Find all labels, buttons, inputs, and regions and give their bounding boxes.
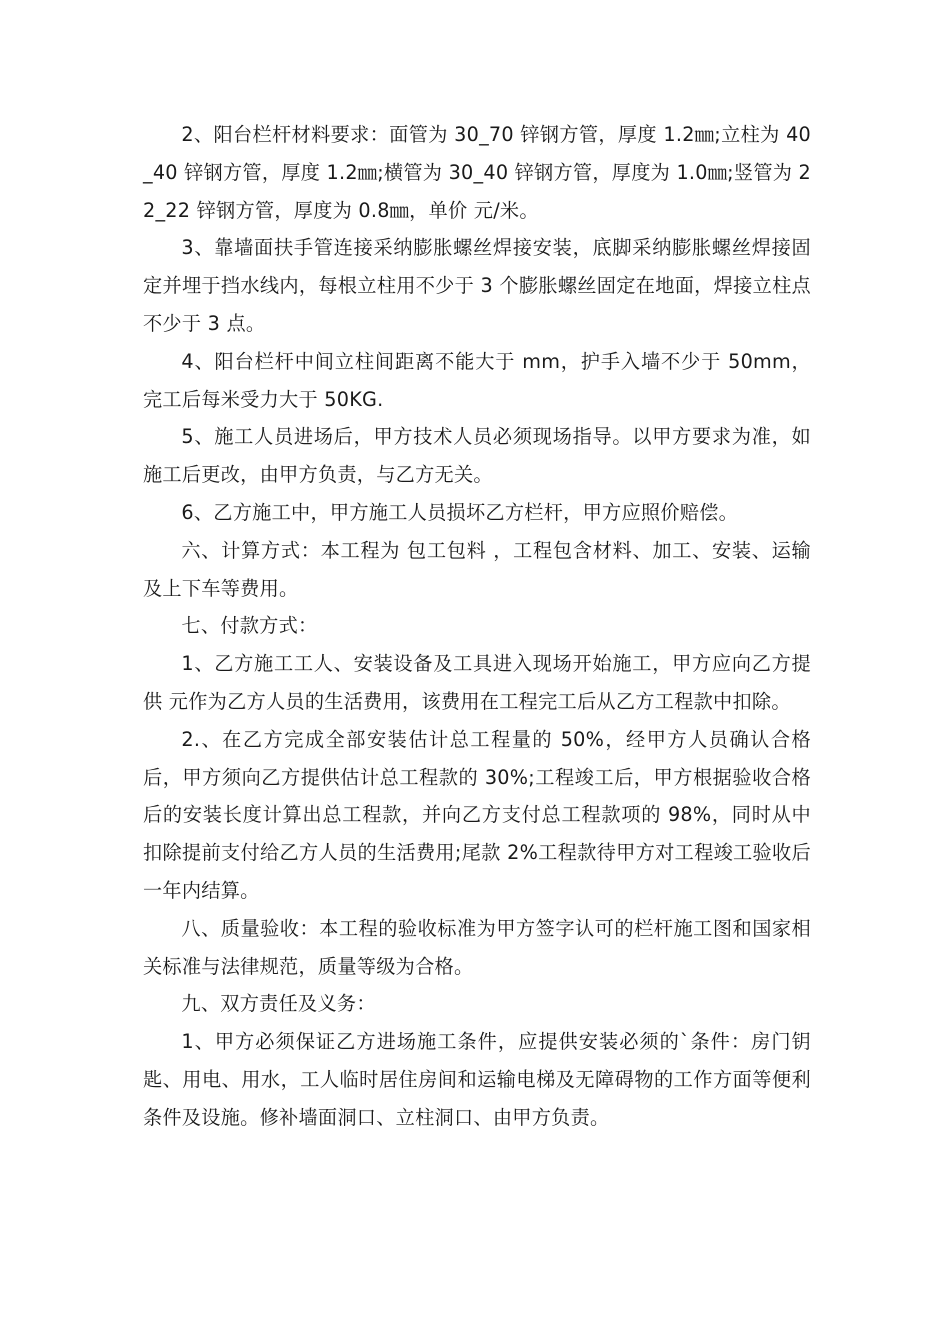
paragraph-living-expenses: 1、乙方施工工人、安装设备及工具进入现场开始施工，甲方应向乙方提供 元作为乙方人员的生活费用，该费用在工程完工后从乙方工程款中扣除。: [143, 652, 811, 713]
paragraph-construction-guidance: 5、施工人员进场后，甲方技术人员必须现场指导。以甲方要求为准，如施工后更改，由甲方负责，与乙方无关。: [143, 425, 811, 487]
paragraph-payment-schedule: 2.、在乙方完成全部安装估计总工程量的 50%，经甲方人员确认合格后，甲方须向乙方提供估计总工程款的 30%;工程竣工后，甲方根据验收合格后的安装长度计算出总工程款，并向乙方支付总工程款项的 98%，同时从中扣除提前支付给乙方人员的生活费用;尾款 2%工程款待甲方对工程竣工验收后一年内结算。: [143, 727, 811, 902]
heading-payment-method: 七、付款方式：: [181, 614, 318, 638]
heading-responsibilities: 九、双方责任及义务：: [181, 992, 376, 1016]
paragraph-party-a-obligations: 1、甲方必须保证乙方进场施工条件，应提供安装必须的`条件：房门钥匙、用电、用水，工人临时居住房间和运输电梯及无障碍物的工作方面等便利条件及设施。修补墙面洞口、立柱洞口、由甲方负责。: [143, 1030, 811, 1129]
paragraph-quality-acceptance: 八、质量验收：本工程的验收标准为甲方签字认可的栏杆施工图和国家相关标准与法律规范，质量等级为合格。: [143, 916, 811, 978]
paragraph-post-spacing: 4、阳台栏杆中间立柱间距离不能大于 mm，护手入墙不少于 50mm，完工后每米受力大于 50KG.: [143, 349, 811, 411]
paragraph-damage-compensation: 6、乙方施工中，甲方施工人员损坏乙方栏杆，甲方应照价赔偿。: [181, 500, 739, 524]
paragraph-handrail-install: 3、靠墙面扶手管连接采纳膨胀螺丝焊接安装，底脚采纳膨胀螺丝焊接固定并埋于挡水线内，每根立柱用不少于 3 个膨胀螺丝固定在地面，焊接立柱点不少于 3 点。: [143, 236, 811, 335]
paragraph-railing-material: 2、阳台栏杆材料要求：面管为 30_70 锌钢方管，厚度 1.2㎜;立柱为 40_40 锌钢方管，厚度 1.2㎜;横管为 30_40 锌钢方管，厚度为 1.0㎜;竖管为 22_22 锌钢方管，厚度为 0.8㎜，单价 元/米。: [143, 123, 812, 222]
paragraph-calculation-method: 六、计算方式：本工程为 包工包料 ，工程包含材料、加工、安装、运输及上下车等费用。: [143, 538, 811, 600]
document-body: [143, 116, 811, 1137]
